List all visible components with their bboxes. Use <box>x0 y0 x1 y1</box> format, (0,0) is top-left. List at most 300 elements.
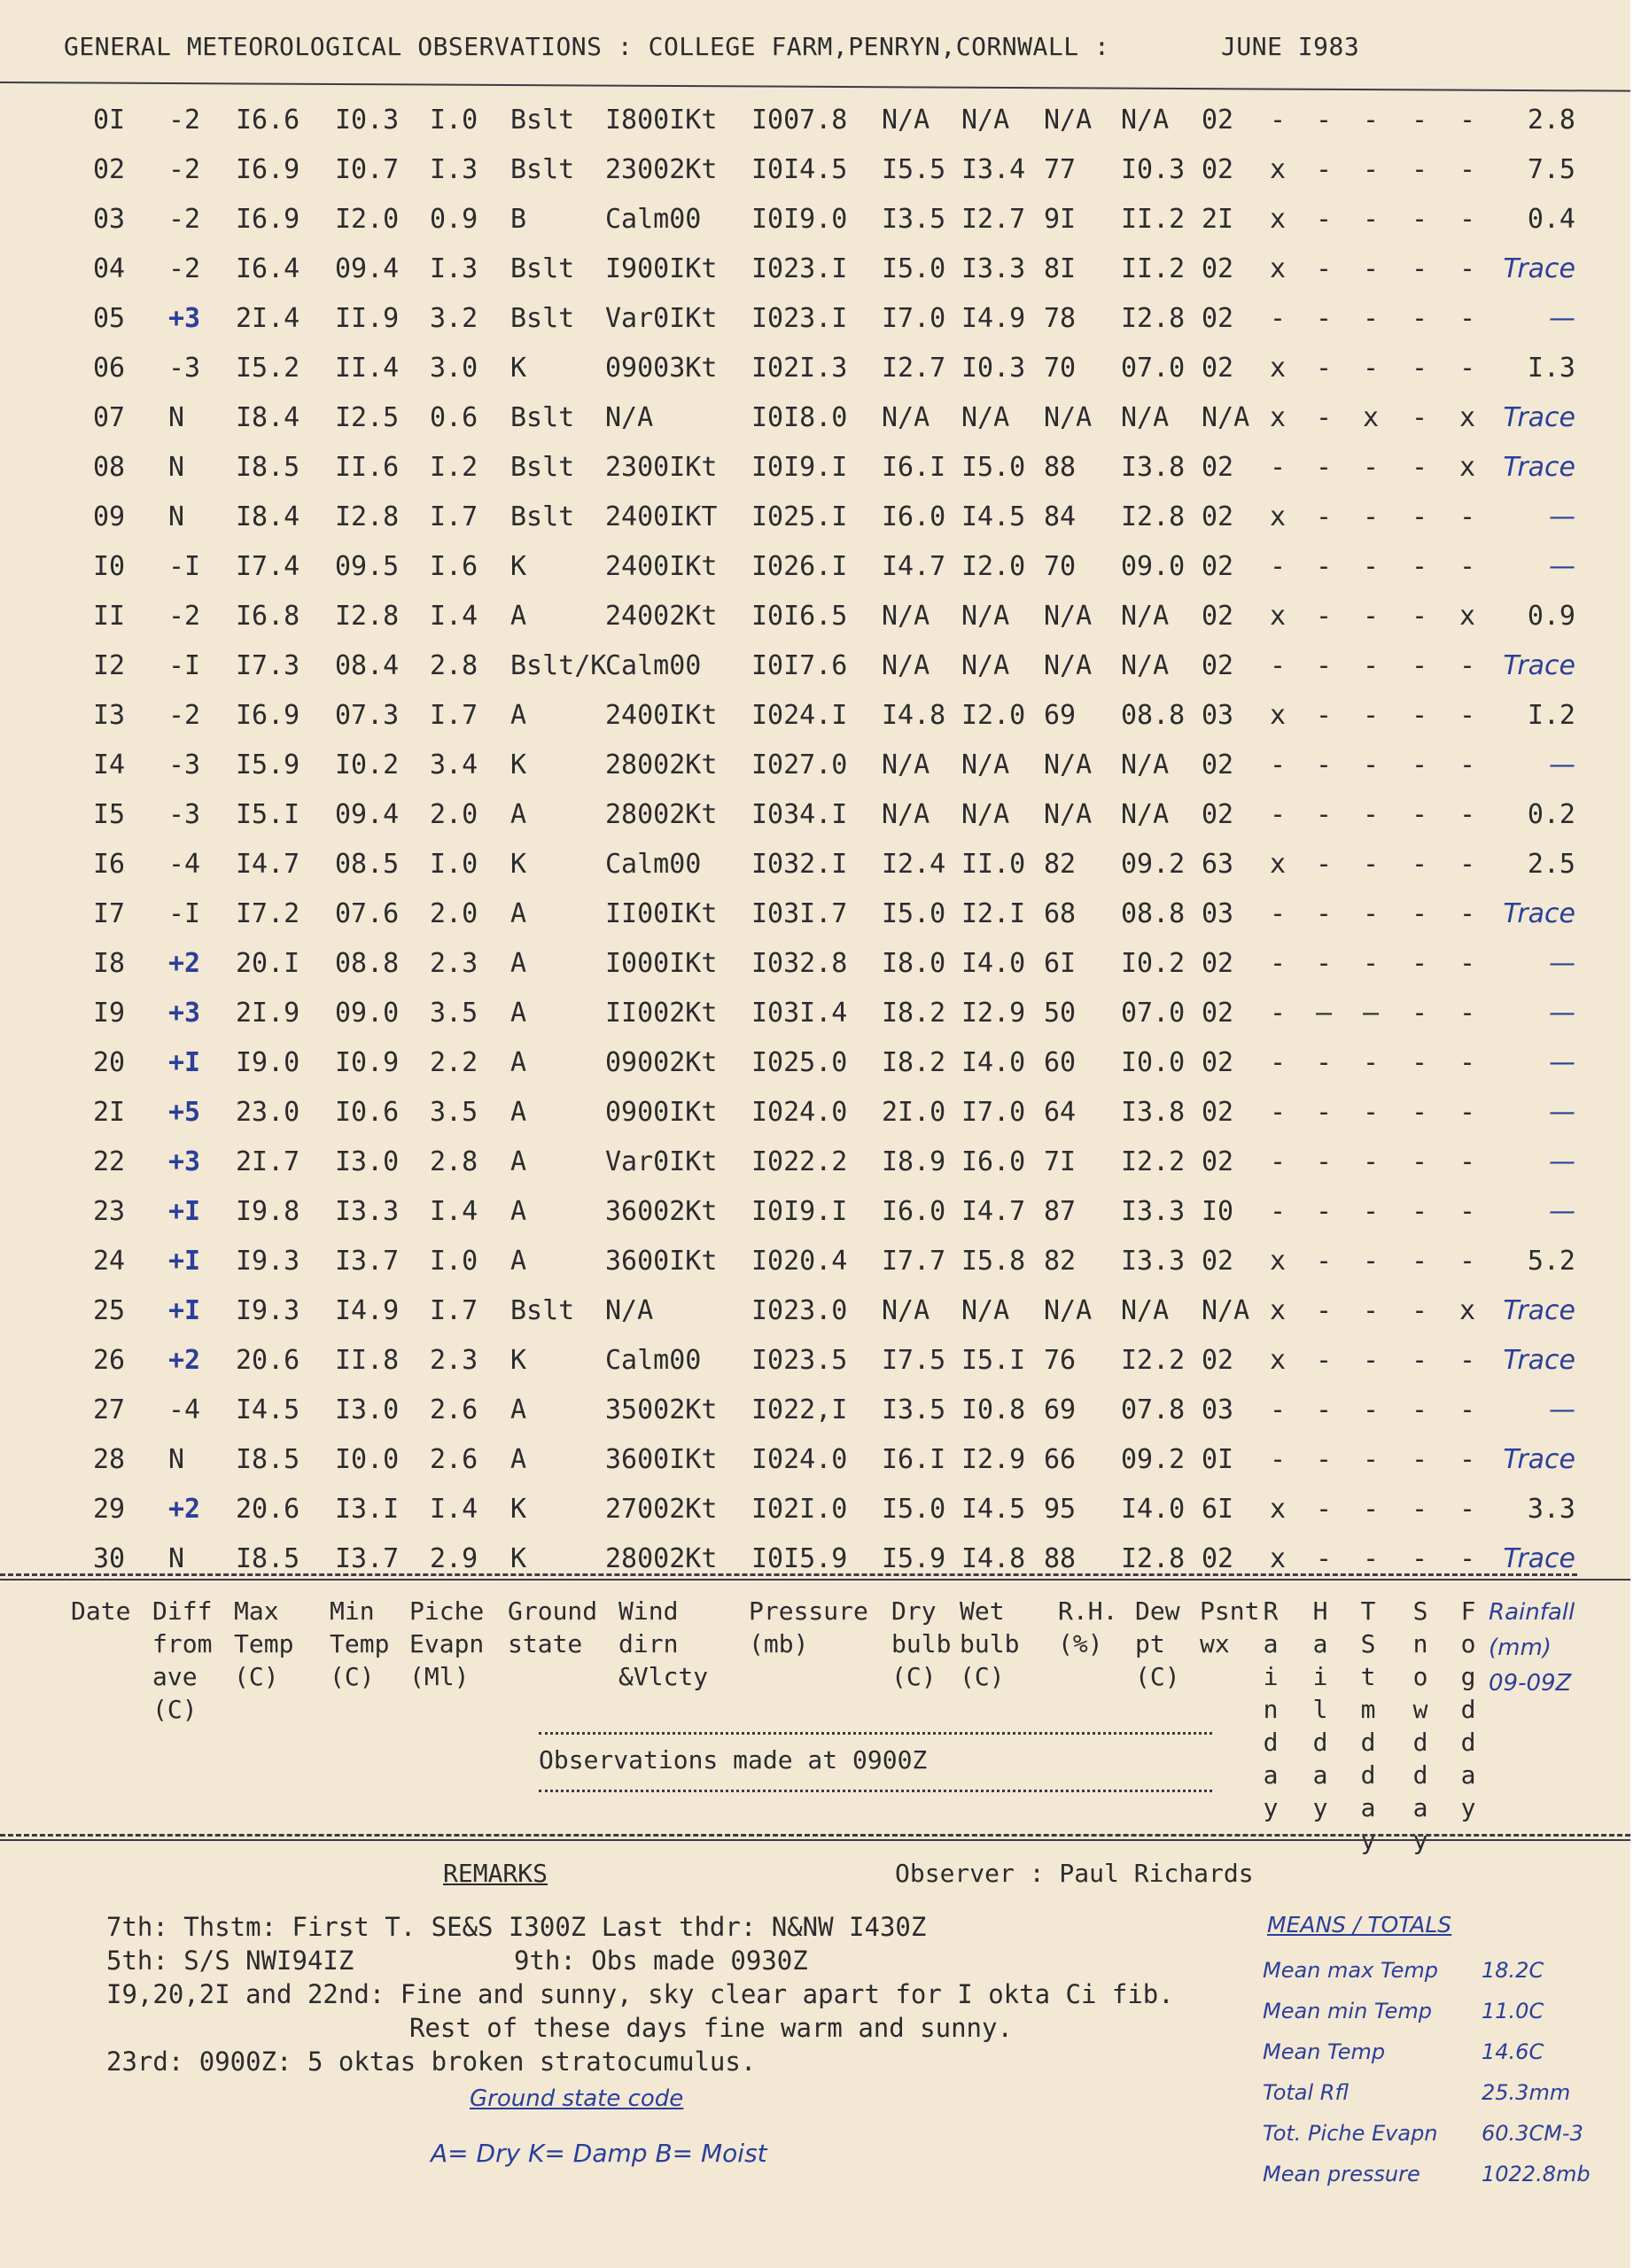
ground-code-title: Ground state code <box>470 2085 684 2112</box>
wind-cell: 27002Kt <box>605 1494 718 1525</box>
min-temp-cell: I2.0 <box>335 204 400 235</box>
diff-cell: +I <box>168 1047 201 1078</box>
ts-day-cell: - <box>1363 1494 1380 1525</box>
rh-cell: 60 <box>1044 1047 1077 1078</box>
col-rainfall: Rainfall (mm) 09-09Z <box>1489 1599 1575 1697</box>
wet-bulb-cell: I3.3 <box>961 253 1026 284</box>
pressure-cell: I0I9.I <box>751 452 848 483</box>
hail-day-cell: - <box>1316 551 1333 582</box>
rainfall-cell: 0.4 <box>1527 204 1575 235</box>
hail-day-cell: - <box>1316 1196 1333 1227</box>
present-wx-cell: 02 <box>1202 353 1234 384</box>
date-cell: 0I <box>93 105 126 136</box>
dry-bulb-cell: N/A <box>882 1295 930 1326</box>
rain-day-cell: - <box>1270 1047 1287 1078</box>
rainfall-cell: — <box>1549 948 1575 979</box>
wet-bulb-cell: I5.I <box>961 1345 1026 1376</box>
rh-cell: N/A <box>1044 105 1093 136</box>
pressure-cell: I023.0 <box>751 1295 848 1326</box>
hail-day-cell: - <box>1316 1444 1333 1475</box>
piche-cell: 2.8 <box>430 650 478 681</box>
fog-day-cell: - <box>1459 1047 1476 1078</box>
diff-cell: N <box>168 1444 185 1475</box>
wet-bulb-cell: N/A <box>961 750 1010 781</box>
wet-bulb-cell: I4.8 <box>961 1543 1026 1574</box>
col-ts-day: T S t m d d a y <box>1360 1596 1376 1855</box>
dry-bulb-cell: N/A <box>882 601 930 632</box>
ts-day-cell: - <box>1363 1295 1380 1326</box>
dry-bulb-cell: N/A <box>882 105 930 136</box>
col-dew: Dew pt (C) <box>1135 1596 1180 1691</box>
pressure-cell: I0I5.9 <box>751 1543 848 1574</box>
snow-day-cell: - <box>1412 105 1428 136</box>
dry-bulb-cell: I8.9 <box>882 1146 946 1177</box>
rh-cell: 87 <box>1044 1196 1077 1227</box>
piche-cell: I.3 <box>430 154 478 185</box>
fog-day-cell: - <box>1459 700 1476 731</box>
wind-cell: 2400IKt <box>605 700 718 731</box>
dry-bulb-cell: I6.0 <box>882 1196 946 1227</box>
table-row <box>0 1246 1649 1288</box>
observer-name: Observer : Paul Richards <box>895 1859 1254 1888</box>
min-temp-cell: I4.9 <box>335 1295 400 1326</box>
table-row <box>0 204 1649 246</box>
date-cell: I5 <box>93 799 126 830</box>
min-temp-cell: 09.5 <box>335 551 400 582</box>
rainfall-cell: 7.5 <box>1527 154 1575 185</box>
diff-cell: +3 <box>168 303 201 334</box>
col-piche: Piche Evapn (Ml) <box>409 1596 485 1691</box>
dew-point-cell: I4.0 <box>1121 1494 1186 1525</box>
rainfall-cell: I.2 <box>1527 700 1575 731</box>
wind-cell: 0900IKt <box>605 1097 718 1128</box>
present-wx-cell: 02 <box>1202 1146 1234 1177</box>
present-wx-cell: 03 <box>1202 1394 1234 1425</box>
piche-cell: 2.3 <box>430 1345 478 1376</box>
ts-day-cell: - <box>1363 551 1380 582</box>
diff-cell: -I <box>168 551 201 582</box>
wet-bulb-cell: I5.0 <box>961 452 1026 483</box>
ground-code-text: A= Dry K= Damp B= Moist <box>431 2139 767 2168</box>
snow-day-cell: - <box>1412 253 1428 284</box>
fog-day-cell: x <box>1459 1295 1476 1326</box>
pressure-cell: I023.I <box>751 253 848 284</box>
piche-cell: I.7 <box>430 1295 478 1326</box>
wind-cell: 09003Kt <box>605 353 718 384</box>
fog-day-cell: - <box>1459 1543 1476 1574</box>
obs-note-rule-top <box>539 1732 1212 1735</box>
wet-bulb-cell: I2.I <box>961 898 1026 929</box>
wet-bulb-cell: I2.7 <box>961 204 1026 235</box>
rainfall-cell: Trace <box>1503 1345 1575 1376</box>
wind-cell: 2400IKt <box>605 551 718 582</box>
dew-point-cell: N/A <box>1121 601 1170 632</box>
col-min: Min Temp (C) <box>330 1596 390 1691</box>
dew-point-cell: 07.0 <box>1121 998 1186 1029</box>
min-temp-cell: I3.0 <box>335 1394 400 1425</box>
snow-day-cell: - <box>1412 1345 1428 1376</box>
means-label: Total Rfl <box>1263 2080 1349 2105</box>
dry-bulb-cell: I5.9 <box>882 1543 946 1574</box>
ts-day-cell: - <box>1363 1246 1380 1277</box>
date-cell: 03 <box>93 204 126 235</box>
ts-day-cell: - <box>1363 303 1380 334</box>
snow-day-cell: - <box>1412 1196 1428 1227</box>
diff-cell: +2 <box>168 1494 201 1525</box>
ts-day-cell: — <box>1363 998 1380 1029</box>
wind-cell: I000IKt <box>605 948 718 979</box>
max-temp-cell: 2I.7 <box>236 1146 300 1177</box>
min-temp-cell: I2.8 <box>335 501 400 532</box>
dry-bulb-cell: I5.0 <box>882 253 946 284</box>
piche-cell: I.0 <box>430 105 478 136</box>
rh-cell: N/A <box>1044 402 1093 433</box>
hail-day-cell: - <box>1316 799 1333 830</box>
min-temp-cell: II.8 <box>335 1345 400 1376</box>
dew-point-cell: I2.2 <box>1121 1146 1186 1177</box>
table-row <box>0 1444 1649 1487</box>
date-cell: 2I <box>93 1097 126 1128</box>
pressure-cell: I02I.0 <box>751 1494 848 1525</box>
present-wx-cell: 63 <box>1202 849 1234 880</box>
ground-state-cell: A <box>510 799 527 830</box>
dry-bulb-cell: I7.7 <box>882 1246 946 1277</box>
rainfall-cell: 0.2 <box>1527 799 1575 830</box>
snow-day-cell: - <box>1412 154 1428 185</box>
dew-point-cell: I2.8 <box>1121 501 1186 532</box>
rh-cell: N/A <box>1044 650 1093 681</box>
wind-cell: 2300IKt <box>605 452 718 483</box>
table-row <box>0 849 1649 891</box>
hail-day-cell: - <box>1316 353 1333 384</box>
present-wx-cell: 0I <box>1202 1444 1234 1475</box>
dew-point-cell: I0.0 <box>1121 1047 1186 1078</box>
rainfall-cell: — <box>1549 551 1575 582</box>
table-row <box>0 998 1649 1040</box>
present-wx-cell: 02 <box>1202 750 1234 781</box>
ground-state-cell: Bslt <box>510 402 575 433</box>
fog-day-cell: - <box>1459 253 1476 284</box>
min-temp-cell: I0.3 <box>335 105 400 136</box>
present-wx-cell: 02 <box>1202 1345 1234 1376</box>
rain-day-cell: - <box>1270 551 1287 582</box>
fog-day-cell: x <box>1459 452 1476 483</box>
hail-day-cell: - <box>1316 1246 1333 1277</box>
diff-cell: +I <box>168 1196 201 1227</box>
min-temp-cell: 07.6 <box>335 898 400 929</box>
hail-day-cell: - <box>1316 601 1333 632</box>
table-row <box>0 1345 1649 1387</box>
fog-day-cell: - <box>1459 1146 1476 1177</box>
pressure-cell: I022,I <box>751 1394 848 1425</box>
remark-line: 5th: S/S NWI94IZ <box>106 1946 354 1976</box>
present-wx-cell: I0 <box>1202 1196 1234 1227</box>
present-wx-cell: 02 <box>1202 1097 1234 1128</box>
rainfall-cell: 3.3 <box>1527 1494 1575 1525</box>
rh-cell: 70 <box>1044 551 1077 582</box>
fog-day-cell: - <box>1459 501 1476 532</box>
diff-cell: -2 <box>168 154 201 185</box>
rh-cell: 6I <box>1044 948 1077 979</box>
piche-cell: 2.3 <box>430 948 478 979</box>
diff-cell: -2 <box>168 253 201 284</box>
date-cell: 30 <box>93 1543 126 1574</box>
pressure-cell: I025.0 <box>751 1047 848 1078</box>
ground-state-cell: A <box>510 1047 527 1078</box>
dew-point-cell: N/A <box>1121 650 1170 681</box>
means-label: Mean min Temp <box>1263 1999 1432 2023</box>
max-temp-cell: I9.3 <box>236 1295 300 1326</box>
fog-day-cell: - <box>1459 1097 1476 1128</box>
rain-day-cell: x <box>1270 1494 1287 1525</box>
dew-point-cell: I2.2 <box>1121 1345 1186 1376</box>
ts-day-cell: - <box>1363 898 1380 929</box>
observations-note: Observations made at 0900Z <box>539 1745 928 1775</box>
dry-bulb-cell: N/A <box>882 750 930 781</box>
snow-day-cell: - <box>1412 898 1428 929</box>
fog-day-cell: - <box>1459 353 1476 384</box>
wind-cell: 24002Kt <box>605 601 718 632</box>
present-wx-cell: N/A <box>1202 402 1250 433</box>
piche-cell: I.6 <box>430 551 478 582</box>
max-temp-cell: I8.4 <box>236 402 300 433</box>
present-wx-cell: 02 <box>1202 501 1234 532</box>
present-wx-cell: 02 <box>1202 948 1234 979</box>
ts-day-cell: - <box>1363 1394 1380 1425</box>
ground-state-cell: K <box>510 849 527 880</box>
min-temp-cell: 07.3 <box>335 700 400 731</box>
diff-cell: +5 <box>168 1097 201 1128</box>
ground-state-cell: A <box>510 898 527 929</box>
piche-cell: I.4 <box>430 1494 478 1525</box>
hail-day-cell: - <box>1316 1295 1333 1326</box>
date-cell: I0 <box>93 551 126 582</box>
wind-cell: 23002Kt <box>605 154 718 185</box>
table-row <box>0 105 1649 147</box>
snow-day-cell: - <box>1412 601 1428 632</box>
rainfall-cell: Trace <box>1503 402 1575 433</box>
rain-day-cell: x <box>1270 849 1287 880</box>
ground-state-cell: A <box>510 1196 527 1227</box>
dew-point-cell: I3.3 <box>1121 1196 1186 1227</box>
dew-point-cell: I3.8 <box>1121 1097 1186 1128</box>
ts-day-cell: - <box>1363 1196 1380 1227</box>
table-row <box>0 1097 1649 1139</box>
ground-state-cell: A <box>510 1146 527 1177</box>
date-cell: 22 <box>93 1146 126 1177</box>
pressure-cell: I0I8.0 <box>751 402 848 433</box>
remarks-title: REMARKS <box>443 1859 548 1888</box>
means-value: 18.2C <box>1482 1958 1544 1983</box>
fog-day-cell: - <box>1459 849 1476 880</box>
wind-cell: I900IKt <box>605 253 718 284</box>
ts-day-cell: - <box>1363 700 1380 731</box>
rh-cell: N/A <box>1044 799 1093 830</box>
means-value: 11.0C <box>1482 1999 1544 2023</box>
piche-cell: I.7 <box>430 501 478 532</box>
ground-state-cell: Bslt <box>510 154 575 185</box>
diff-cell: -4 <box>168 1394 201 1425</box>
ts-day-cell: - <box>1363 1543 1380 1574</box>
max-temp-cell: I9.0 <box>236 1047 300 1078</box>
fog-day-cell: - <box>1459 650 1476 681</box>
hail-day-cell: - <box>1316 1543 1333 1574</box>
dry-bulb-cell: I5.0 <box>882 1494 946 1525</box>
dew-point-cell: 08.8 <box>1121 898 1186 929</box>
hail-day-cell: - <box>1316 303 1333 334</box>
piche-cell: 2.2 <box>430 1047 478 1078</box>
piche-cell: 3.2 <box>430 303 478 334</box>
rain-day-cell: - <box>1270 105 1287 136</box>
col-snow-day: S n o w d d a y <box>1412 1596 1428 1855</box>
piche-cell: 2.6 <box>430 1444 478 1475</box>
rain-day-cell: x <box>1270 253 1287 284</box>
present-wx-cell: 02 <box>1202 601 1234 632</box>
dew-point-cell: N/A <box>1121 799 1170 830</box>
means-label: Mean Temp <box>1263 2039 1386 2064</box>
present-wx-cell: 02 <box>1202 253 1234 284</box>
ts-day-cell: - <box>1363 1146 1380 1177</box>
dry-bulb-cell: I2.4 <box>882 849 946 880</box>
pressure-cell: I026.I <box>751 551 848 582</box>
fog-day-cell: - <box>1459 1196 1476 1227</box>
min-temp-cell: II.4 <box>335 353 400 384</box>
present-wx-cell: 6I <box>1202 1494 1234 1525</box>
ground-state-cell: A <box>510 1097 527 1128</box>
wet-bulb-cell: I2.0 <box>961 700 1026 731</box>
dry-bulb-cell: I8.2 <box>882 998 946 1029</box>
rain-day-cell: x <box>1270 402 1287 433</box>
wet-bulb-cell: I4.0 <box>961 948 1026 979</box>
date-cell: I2 <box>93 650 126 681</box>
piche-cell: I.0 <box>430 1246 478 1277</box>
rain-day-cell: - <box>1270 452 1287 483</box>
wet-bulb-cell: N/A <box>961 105 1010 136</box>
hail-day-cell: - <box>1316 700 1333 731</box>
fog-day-cell: - <box>1459 303 1476 334</box>
snow-day-cell: - <box>1412 501 1428 532</box>
snow-day-cell: - <box>1412 551 1428 582</box>
sheet-title: GENERAL METEOROLOGICAL OBSERVATIONS : COLLEGE FARM,PENRYN,CORNWALL : <box>64 32 1110 61</box>
max-temp-cell: 2I.4 <box>236 303 300 334</box>
snow-day-cell: - <box>1412 1097 1428 1128</box>
ground-state-cell: A <box>510 700 527 731</box>
present-wx-cell: 2I <box>1202 204 1234 235</box>
max-temp-cell: I8.5 <box>236 1543 300 1574</box>
hail-day-cell: — <box>1316 998 1333 1029</box>
snow-day-cell: - <box>1412 849 1428 880</box>
diff-cell: -2 <box>168 700 201 731</box>
hail-day-cell: - <box>1316 1494 1333 1525</box>
wind-cell: 09002Kt <box>605 1047 718 1078</box>
rain-day-cell: x <box>1270 1543 1287 1574</box>
wet-bulb-cell: N/A <box>961 799 1010 830</box>
means-label: Mean pressure <box>1263 2162 1420 2186</box>
min-temp-cell: I3.I <box>335 1494 400 1525</box>
date-cell: 02 <box>93 154 126 185</box>
rh-cell: 9I <box>1044 204 1077 235</box>
table-row <box>0 402 1649 445</box>
wind-cell: 28002Kt <box>605 1543 718 1574</box>
table-bottom-rule <box>0 1573 1577 1576</box>
means-value: 25.3mm <box>1482 2080 1571 2105</box>
dry-bulb-cell: N/A <box>882 650 930 681</box>
dry-bulb-cell: N/A <box>882 402 930 433</box>
wet-bulb-cell: I6.0 <box>961 1146 1026 1177</box>
date-cell: 24 <box>93 1246 126 1277</box>
rain-day-cell: x <box>1270 1345 1287 1376</box>
present-wx-cell: 02 <box>1202 551 1234 582</box>
fog-day-cell: - <box>1459 750 1476 781</box>
wind-cell: Calm00 <box>605 1345 702 1376</box>
piche-cell: I.7 <box>430 700 478 731</box>
diff-cell: N <box>168 1543 185 1574</box>
rain-day-cell: - <box>1270 303 1287 334</box>
wet-bulb-cell: I7.0 <box>961 1097 1026 1128</box>
fog-day-cell: - <box>1459 1444 1476 1475</box>
max-temp-cell: I7.3 <box>236 650 300 681</box>
col-ground: Ground state <box>508 1596 598 1658</box>
dew-point-cell: I2.8 <box>1121 303 1186 334</box>
piche-cell: 2.0 <box>430 898 478 929</box>
ts-day-cell: - <box>1363 154 1380 185</box>
wet-bulb-cell: I0.3 <box>961 353 1026 384</box>
pressure-cell: I024.0 <box>751 1444 848 1475</box>
hail-day-cell: - <box>1316 1345 1333 1376</box>
dry-bulb-cell: I5.0 <box>882 898 946 929</box>
dry-bulb-cell: I8.0 <box>882 948 946 979</box>
rainfall-cell: Trace <box>1503 1295 1575 1326</box>
ts-day-cell: - <box>1363 750 1380 781</box>
diff-cell: -3 <box>168 353 201 384</box>
min-temp-cell: 09.4 <box>335 253 400 284</box>
remark-line: 7th: Thstm: First T. SE&S I300Z Last thdr: N&NW I430Z <box>106 1912 927 1942</box>
diff-cell: +3 <box>168 998 201 1029</box>
piche-cell: 2.9 <box>430 1543 478 1574</box>
col-pressure: Pressure (mb) <box>749 1596 868 1658</box>
snow-day-cell: - <box>1412 1394 1428 1425</box>
ts-day-cell: - <box>1363 601 1380 632</box>
date-cell: 08 <box>93 452 126 483</box>
hail-day-cell: - <box>1316 1146 1333 1177</box>
rh-cell: 66 <box>1044 1444 1077 1475</box>
present-wx-cell: 02 <box>1202 154 1234 185</box>
remarks-top-solid-rule <box>0 1839 1630 1841</box>
dew-point-cell: N/A <box>1121 402 1170 433</box>
wind-cell: Calm00 <box>605 849 702 880</box>
dry-bulb-cell: I4.7 <box>882 551 946 582</box>
wet-bulb-cell: I2.9 <box>961 1444 1026 1475</box>
wet-bulb-cell: I4.0 <box>961 1047 1026 1078</box>
min-temp-cell: II.9 <box>335 303 400 334</box>
fog-day-cell: - <box>1459 898 1476 929</box>
diff-cell: -2 <box>168 601 201 632</box>
min-temp-cell: 09.0 <box>335 998 400 1029</box>
piche-cell: I.4 <box>430 1196 478 1227</box>
diff-cell: -I <box>168 898 201 929</box>
rh-cell: N/A <box>1044 750 1093 781</box>
ground-state-cell: K <box>510 750 527 781</box>
obs-note-rule-bottom <box>539 1790 1212 1792</box>
fog-day-cell: - <box>1459 1345 1476 1376</box>
piche-cell: 3.4 <box>430 750 478 781</box>
piche-cell: I.4 <box>430 601 478 632</box>
rainfall-cell: Trace <box>1503 1444 1575 1475</box>
rain-day-cell: - <box>1270 1097 1287 1128</box>
rain-day-cell: - <box>1270 898 1287 929</box>
rainfall-cell: — <box>1549 1097 1575 1128</box>
dry-bulb-cell: I3.5 <box>882 204 946 235</box>
